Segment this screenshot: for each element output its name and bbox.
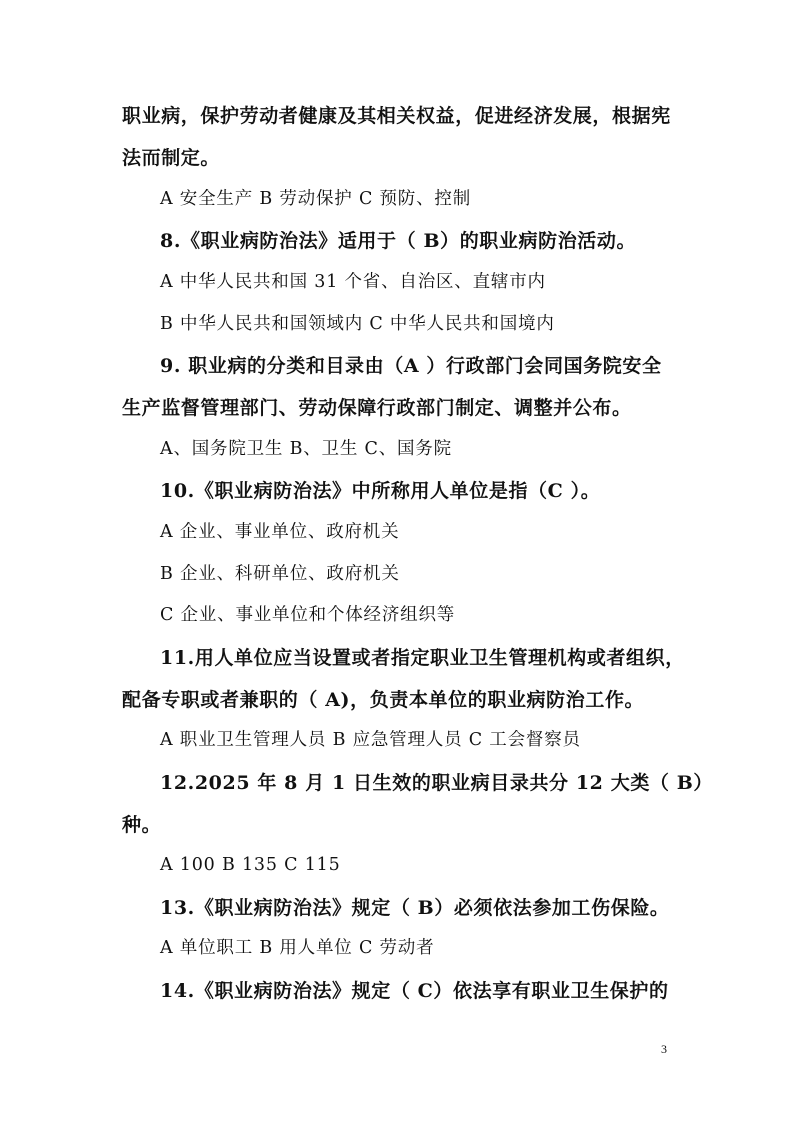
question-8: 8.《职业病防治法》适用于（ B）的职业病防治活动。: [160, 230, 637, 252]
option-line: C 企业、事业单位和个体经济组织等: [160, 605, 456, 625]
option-line: A 单位职工 B 用人单位 C 劳动者: [160, 938, 435, 958]
option-line: A 中华人民共和国 31 个省、自治区、直辖市内: [160, 272, 546, 292]
question-10: 10.《职业病防治法》中所称用人单位是指（C ）。: [160, 480, 601, 502]
question-13: 13.《职业病防治法》规定（ B）必须依法参加工伤保险。: [160, 897, 670, 919]
question-11: 11.用人单位应当设置或者指定职业卫生管理机构或者组织，: [160, 647, 685, 669]
question-9: 9. 职业病的分类和目录由（A ）行政部门会同国务院安全: [160, 355, 662, 377]
question-14: 14.《职业病防治法》规定（ C）依法享有职业卫生保护的: [160, 980, 669, 1002]
option-line: A 安全生产 B 劳动保护 C 预防、控制: [160, 189, 472, 209]
option-line: B 中华人民共和国领域内 C 中华人民共和国境内: [160, 314, 555, 334]
text-line: 法而制定。: [122, 147, 221, 169]
question-12: 12.2025 年 8 月 1 日生效的职业病目录共分 12 大类（ B）: [160, 772, 713, 794]
text-line: 配备专职或者兼职的（ A)，负责本单位的职业病防治工作。: [122, 689, 645, 711]
text-line: 职业病，保护劳动者健康及其相关权益，促进经济发展，根据宪: [122, 105, 671, 127]
option-line: A 100 B 135 C 115: [160, 855, 341, 875]
text-line: 种。: [122, 814, 162, 836]
option-line: A 企业、事业单位、政府机关: [160, 522, 400, 542]
option-line: A、国务院卫生 B、卫生 C、国务院: [160, 439, 452, 459]
option-line: B 企业、科研单位、政府机关: [160, 564, 400, 584]
page-number: 3: [661, 1042, 667, 1056]
option-line: A 职业卫生管理人员 B 应急管理人员 C 工会督察员: [160, 730, 581, 750]
text-line: 生产监督管理部门、劳动保障行政部门制定、调整并公布。: [122, 397, 632, 419]
